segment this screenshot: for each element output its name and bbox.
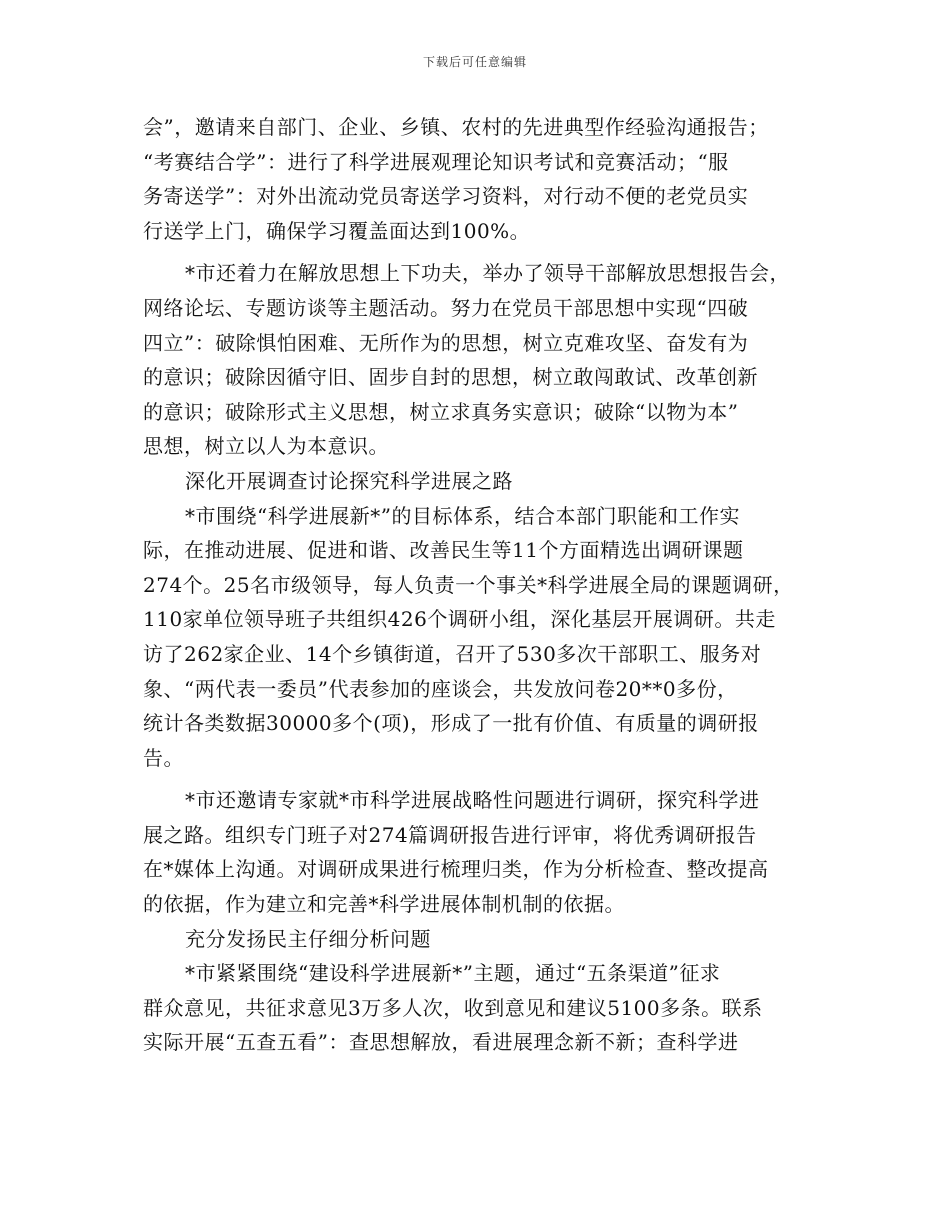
paragraph [143, 956, 823, 1060]
section-heading: 充分发扬民主仔细分析问题 [185, 926, 431, 951]
text-line: 的意识；破除形式主义思想，树立求真务实意识；破除“以物为本” [143, 399, 739, 424]
paragraph [143, 499, 823, 776]
text-line: 会”，邀请来自部门、企业、乡镇、农村的先进典型作经验沟通报告； [143, 115, 769, 139]
section-heading: 深化开展调查讨论探究科学进展之路 [185, 468, 513, 493]
text-line: 110家单位领导班子共组织426个调研小组，深化基层开展调研。共走 [143, 607, 776, 632]
text-line: 务寄送学”：对外出流动党员寄送学习资料，对行动不便的老党员实 [143, 184, 749, 209]
text-line: *市还着力在解放思想上下功夫，举办了领导干部解放思想报告会， [185, 261, 790, 286]
text-line: 实际开展“五查五看”：查思想解放，看进展理念新不新；查科学进 [143, 1030, 739, 1055]
text-line: 四立”：破除惧怕困难、无所作为的思想，树立克难攻坚、奋发有为 [143, 330, 749, 355]
document-body [143, 110, 823, 1060]
paragraph [143, 256, 823, 464]
paragraph [143, 783, 823, 921]
text-line: 的依据，作为建立和完善*科学进展体制机制的依据。 [143, 892, 625, 917]
text-line: 访了262家企业、14个乡镇街道，召开了530多次干部职工、服务对 [143, 641, 762, 666]
text-line: 告。 [143, 745, 184, 770]
page-header: 下载后可任意编辑 [422, 55, 527, 69]
text-line: 网络论坛、专题访谈等主题活动。努力在党员干部思想中实现“四破 [143, 295, 749, 320]
text-line: 际，在推动进展、促进和谐、改善民生等11个方面精选出调研课题 [143, 538, 744, 563]
text-line: 象、“两代表一委员”代表参加的座谈会，共发放问卷20**0多份， [143, 676, 738, 701]
text-line: 274个。25名市级领导，每人负责一个事关*科学进展全局的课题调研， [143, 572, 794, 597]
text-line: 思想，树立以人为本意识。 [143, 434, 389, 459]
text-line: *市围绕“科学进展新*”的目标体系，结合本部门职能和工作实 [185, 503, 740, 528]
text-line: 群众意见，共征求意见3万多人次，收到意见和建议5100多条。联系 [143, 995, 763, 1020]
text-line: 行送学上门，确保学习覆盖面达到100%。 [143, 218, 531, 243]
text-line: *市紧紧围绕“建设科学进展新*”主题，通过“五条渠道”征求 [185, 961, 721, 986]
paragraph [143, 110, 823, 248]
text-line: 在*媒体上沟通。对调研成果进行梳理归类，作为分析检查、整改提高 [143, 857, 769, 882]
text-line: 的意识；破除因循守旧、固步自封的思想，树立敢闯敢试、改革创新 [143, 365, 758, 390]
text-line: “考赛结合学”：进行了科学进展观理论知识考试和竞赛活动；“服 [143, 149, 729, 174]
text-line: *市还邀请专家就*市科学进展战略性问题进行调研，探究科学进 [185, 788, 760, 813]
text-line: 展之路。组织专门班子对274篇调研报告进行评审，将优秀调研报告 [143, 822, 757, 847]
text-line: 统计各类数据30000多个(项)，形成了一批有价值、有质量的调研报 [143, 711, 759, 736]
